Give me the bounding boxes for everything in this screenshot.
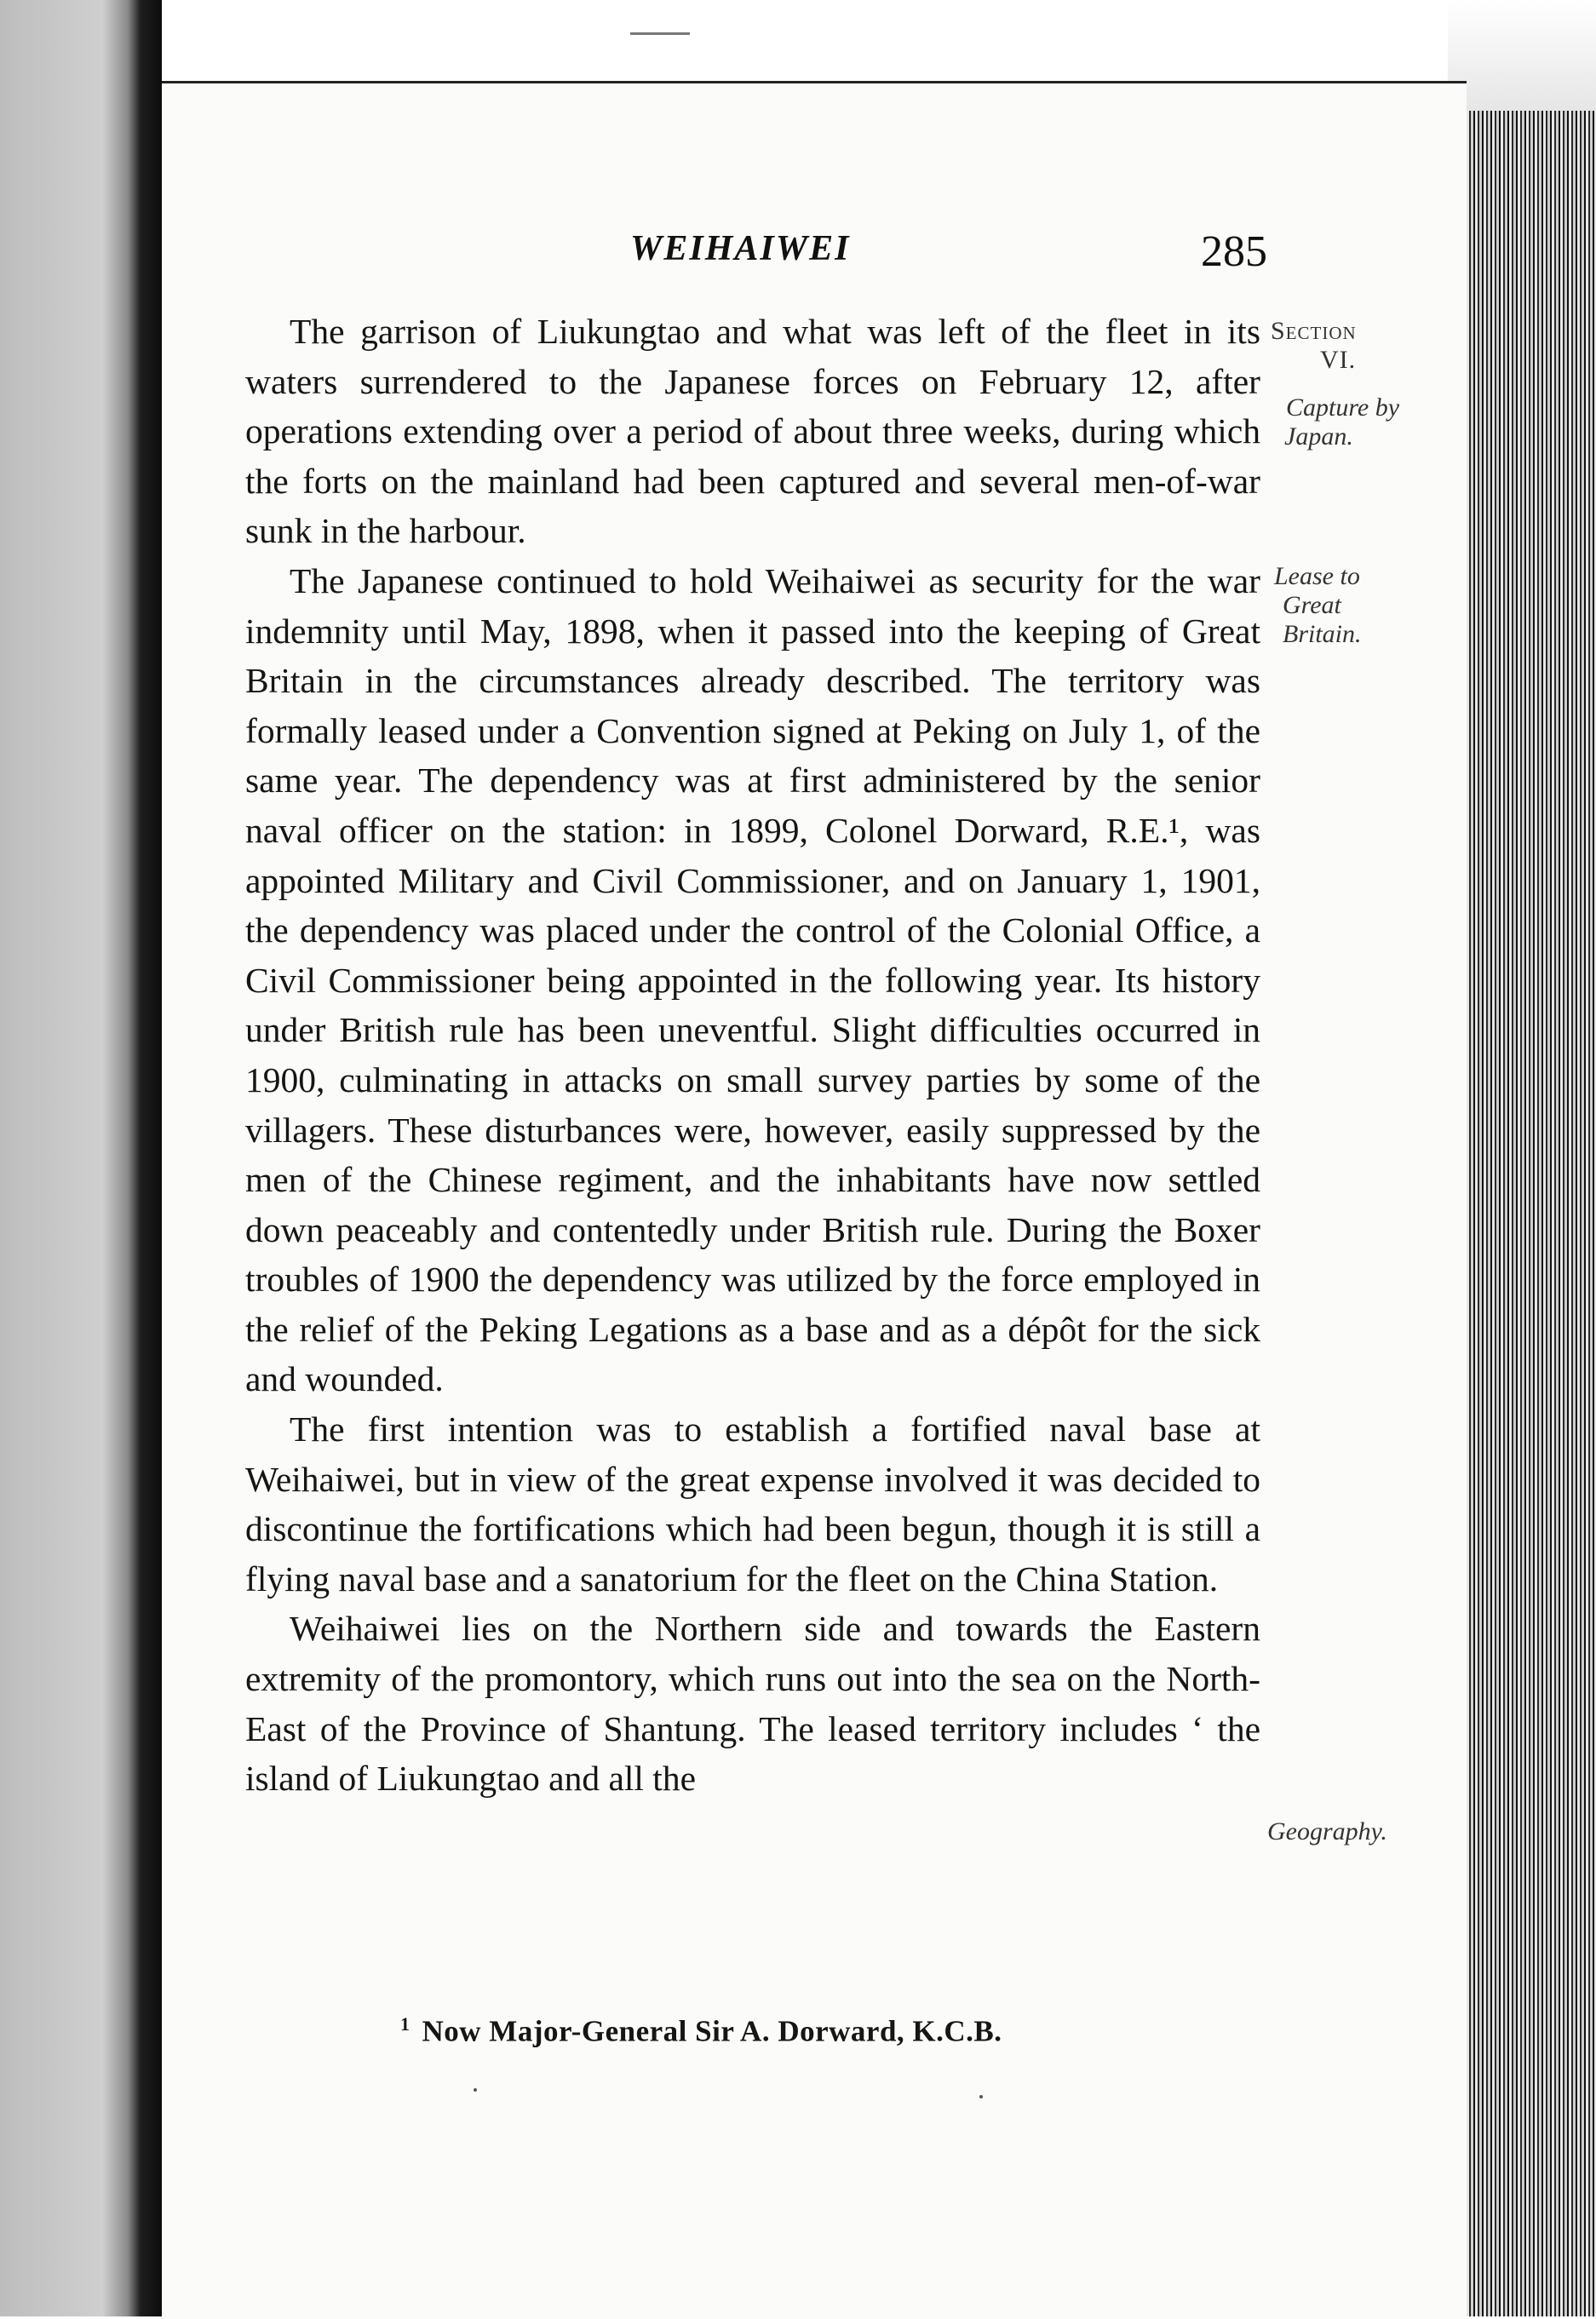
- margin-note-capture: [1271, 393, 1432, 451]
- margin-note-line: VI.: [1320, 346, 1357, 374]
- margin-note-line: Geography.: [1267, 1817, 1387, 1845]
- paper-speck: [474, 2088, 477, 2092]
- paragraph: The garrison of Liukungtao and what was left of the fleet in its waters surrendered to the Japanese forces on February 12, after operations extending over a period of about three weeks, during which the forts on the mainland had been captured and several men-of-war sunk in the harbour.: [245, 312, 1260, 551]
- margin-note-lease: [1271, 562, 1432, 649]
- body-text: [245, 307, 1260, 1804]
- footnote-marker: 1: [400, 2013, 410, 2035]
- paper-speck: [979, 2095, 983, 2098]
- margin-note-line: Britain.: [1283, 620, 1362, 648]
- book-binding-edge: [0, 0, 162, 2316]
- footnote-text: Now Major-General Sir A. Dorward, K.C.B.: [422, 2014, 1002, 2048]
- margin-note-geography: [1267, 1817, 1429, 1846]
- paragraph: The first intention was to establish a fortified naval base at Weihaiwei, but in view of the great expense involved it was decided to discontinue the fortifications which had been begun, though it is still a flying naval base and a sanatorium for the fleet on the China Station.: [245, 1409, 1260, 1599]
- margin-note-line: Lease to: [1274, 562, 1360, 590]
- footnote: [400, 2013, 1002, 2049]
- paragraph: Weihaiwei lies on the Northern side and towards the Eastern extremity of the promontory, which runs out into the sea on the North-East of the Province of Shantung. The leased territory includes ‘ the island of Liukungtao and all the: [245, 1609, 1260, 1799]
- margin-note-section: [1271, 317, 1432, 375]
- running-title: WEIHAIWEI: [630, 229, 851, 268]
- page-number: 285: [1201, 227, 1267, 276]
- scan-mark: [630, 32, 690, 35]
- margin-note-line: Capture by: [1286, 393, 1400, 422]
- page-header: [0, 221, 1596, 281]
- margin-note-line: Great: [1283, 591, 1341, 619]
- margin-note-line: Japan.: [1284, 422, 1353, 451]
- margin-note-line: Section: [1271, 317, 1357, 345]
- stacked-pages-edge: [1467, 111, 1596, 2316]
- page-edge-top: [1448, 0, 1596, 111]
- paragraph: The Japanese continued to hold Weihaiwei as security for the war indemnity until May, 1898, when it passed into the keeping of Great Britain in the circumstances already described. The territory was formally leased under a Convention signed at Peking on July 1, of the same year. The dependency was at first administered by the senior naval officer on the station: in 1899, Colonel Dorward, R.E.¹, was appointed Military and Civil Commissioner, and on January 1, 1901, the dependency was placed under the control of the Colonial Office, a Civil Commissioner being appointed in the following year. Its history under British rule has been uneventful. Slight difficulties occurred in 1900, culminating in attacks on small survey parties by some of the villagers. These disturbances were, however, easily suppressed by the men of the Chinese regiment, and the inhabitants have now settled down peaceably and contentedly under British rule. During the Boxer troubles of 1900 the dependency was utilized by the force employed in the relief of the Peking Legations as a base and as a dépôt for the sick and wounded.: [245, 560, 1260, 1399]
